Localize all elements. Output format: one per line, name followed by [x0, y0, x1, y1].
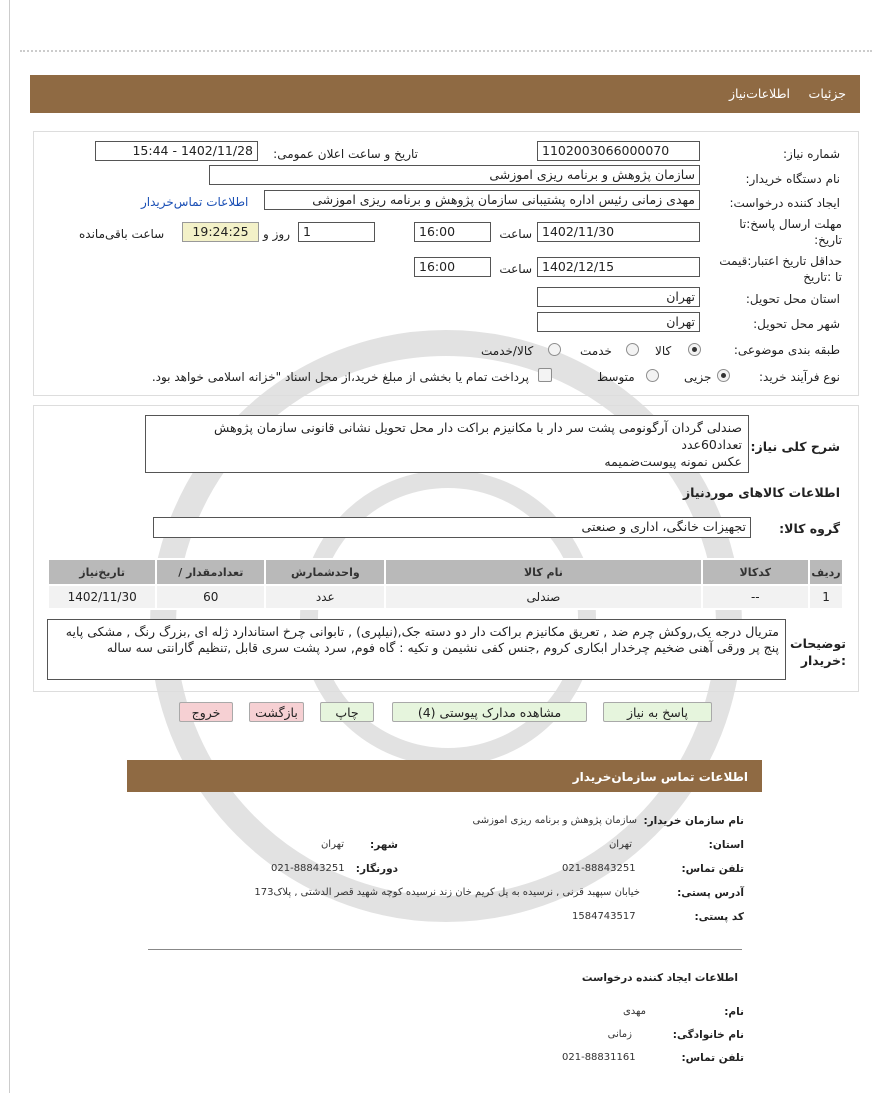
contact-province-label: استان:	[708, 839, 744, 851]
col-code: کدکالا	[702, 559, 810, 585]
desc-line-2: تعداد60عدد	[681, 437, 742, 452]
contact-postal: 1584743517	[572, 911, 636, 922]
creator-phone: 021-88831161	[562, 1052, 636, 1063]
creator-name: مهدی	[622, 1006, 646, 1017]
payment-checkbox[interactable]	[538, 368, 552, 382]
creator-family: زمانی	[607, 1029, 632, 1040]
contact-org: سازمان پژوهش و برنامه ریزی اموزشی	[472, 815, 637, 826]
category-label: طبقه بندی موضوعی:	[733, 343, 840, 357]
col-date: تاریخ‌نیاز	[48, 559, 156, 585]
contact-phone: 021-88843251	[562, 863, 636, 874]
city-field: تهران	[537, 312, 700, 332]
col-unit: واحدشمارش	[265, 559, 385, 585]
contact-org-label: نام سازمان خریدار:	[643, 815, 744, 827]
tab-header	[30, 75, 860, 113]
contact-city: تهران	[320, 839, 344, 850]
back-button[interactable]: بازگشت	[249, 702, 304, 722]
col-row: ردیف	[809, 559, 843, 585]
deadline-date-field: 1402/11/30	[537, 222, 700, 242]
contact-province: تهران	[608, 839, 632, 850]
contact-fax: 021-88843251	[271, 863, 345, 874]
price-time-label: ساعت	[499, 262, 532, 276]
cat-radio-both[interactable]	[548, 343, 561, 356]
desc-line-1: صندلی گردان آرگونومی پشت سر دار با مکانیزم براکت دار محل تحویل نشانی قانونی سازمان پژوهش	[214, 420, 742, 435]
cell-unit: عدد	[265, 585, 385, 609]
remaining-label: ساعت باقی‌مانده	[79, 227, 165, 241]
contact-postal-label: کد پستی:	[694, 911, 744, 923]
col-qty: تعدادمقدار /	[156, 559, 265, 585]
desc-line-3: عکس نمونه پیوست‌ضمیمه	[604, 454, 742, 469]
top-divider	[20, 50, 872, 52]
days-label: روز و	[263, 227, 290, 241]
need-number-label: شماره نیاز:	[783, 147, 840, 161]
cat-radio-service[interactable]	[626, 343, 639, 356]
price-date-field: 1402/12/15	[537, 257, 700, 277]
announce-label: تاریخ و ساعت اعلان عمومی:	[273, 147, 418, 161]
creator-field: مهدی زمانی رئیس اداره پشتیبانی سازمان پژوهش و برنامه ریزی اموزشی	[264, 190, 700, 210]
group-label: گروه کالا:	[779, 521, 840, 536]
tab-need-info[interactable]: اطلاعات‌نیاز	[728, 86, 790, 101]
price-validity-label: حداقل تاریخ اعتبار:قیمت تا :تاریخ	[719, 254, 842, 284]
goods-table	[47, 558, 844, 610]
print-button[interactable]: چاپ	[320, 702, 374, 722]
creator-name-label: نام:	[724, 1006, 744, 1018]
deadline-label: مهلت ارسال پاسخ:تا تاریخ:	[739, 217, 842, 247]
cat-both-label: کالا/خدمت	[481, 344, 534, 358]
contact-phone-label: تلفن تماس:	[681, 863, 744, 875]
province-label: استان محل تحویل:	[745, 292, 840, 306]
cell-qty: 60	[156, 585, 265, 609]
days-field: 1	[298, 222, 375, 242]
buyer-contact-link[interactable]: اطلاعات تماس‌خریدار	[141, 195, 249, 209]
goods-title: اطلاعات کالاهای موردنیاز	[682, 485, 840, 500]
reply-button[interactable]: پاسخ به نیاز	[603, 702, 712, 722]
tab-details[interactable]: جزئیات	[808, 86, 846, 101]
buyer-notes-box: متریال درجه یک,روکش چرم ضد , تعریق مکانیزم براکت دار دو دسته جک,(نیلپری) , تابوانی چرخ استاندارد ژله ای ,بزرگ رنگ , مشکی پایه پنج پر ورقی آهنی ضخیم چرخدار ابکاری کروم ,جنس کفی نشیمن و تکیه : گاه فوم, سرد پشت سری قابل ,تنظیم گارانتی سه ساله	[47, 619, 786, 680]
desc-box	[145, 415, 749, 473]
need-number-field: 1102003066000070	[537, 141, 700, 161]
cell-row: 1	[809, 585, 843, 609]
proc-minor-label: جزیی	[684, 370, 712, 384]
cat-goods-label: کالا	[655, 344, 672, 358]
remaining-timer: 19:24:25	[182, 222, 259, 242]
view-docs-button[interactable]: مشاهده مدارک پیوستی (4)	[392, 702, 587, 722]
creator-info-title: اطلاعات ایجاد کننده درخواست	[581, 972, 738, 984]
contact-address: خیابان سپهبد قرنی , نرسیده به پل کریم خان زند نرسیده کوچه شهید قصر الدشتی , پلاک173	[254, 887, 640, 898]
cat-service-label: خدمت	[580, 344, 612, 358]
proc-medium-label: متوسط	[597, 370, 635, 384]
contact-header	[127, 760, 762, 792]
desc-label: شرح کلی نیاز:	[750, 439, 840, 454]
city-label: شهر محل تحویل:	[753, 317, 840, 331]
contact-fax-label: دورنگار:	[355, 863, 398, 875]
cat-radio-goods[interactable]	[688, 343, 701, 356]
contact-title: اطلاعات تماس سازمان‌خریدار	[572, 770, 748, 784]
proc-radio-medium[interactable]	[646, 369, 659, 382]
cell-code: --	[702, 585, 810, 609]
payment-note: پرداخت تمام یا بخشی از مبلغ خرید،از محل اسناد "خزانه اسلامی خواهد بود.	[151, 370, 529, 384]
deadline-time-field: 16:00	[414, 222, 491, 242]
col-name: نام کالا	[385, 559, 701, 585]
contact-divider	[148, 949, 742, 950]
contact-city-label: شهر:	[370, 839, 398, 851]
price-time-field: 16:00	[414, 257, 491, 277]
creator-phone-label: تلفن تماس:	[681, 1052, 744, 1064]
announce-field: 1402/11/28 - 15:44	[95, 141, 258, 161]
deadline-time-label: ساعت	[499, 227, 532, 241]
cell-date: 1402/11/30	[48, 585, 156, 609]
proc-radio-minor[interactable]	[717, 369, 730, 382]
contact-address-label: آدرس پستی:	[677, 887, 744, 899]
exit-button[interactable]: خروج	[179, 702, 233, 722]
creator-label: ایجاد کننده درخواست:	[729, 196, 840, 210]
process-label: نوع فرآیند خرید:	[759, 370, 840, 384]
group-field: تجهیزات خانگی، اداری و صنعتی	[153, 517, 751, 538]
buyer-field: سازمان پژوهش و برنامه ریزی اموزشی	[209, 165, 700, 185]
buyer-notes-label: توضیحات :خریدار	[790, 636, 846, 668]
province-field: تهران	[537, 287, 700, 307]
table-row	[48, 585, 843, 609]
buyer-label: نام دستگاه خریدار:	[745, 172, 840, 186]
creator-family-label: نام خانوادگی:	[672, 1029, 744, 1041]
left-edge-line	[9, 0, 10, 1093]
cell-name: صندلی	[385, 585, 701, 609]
